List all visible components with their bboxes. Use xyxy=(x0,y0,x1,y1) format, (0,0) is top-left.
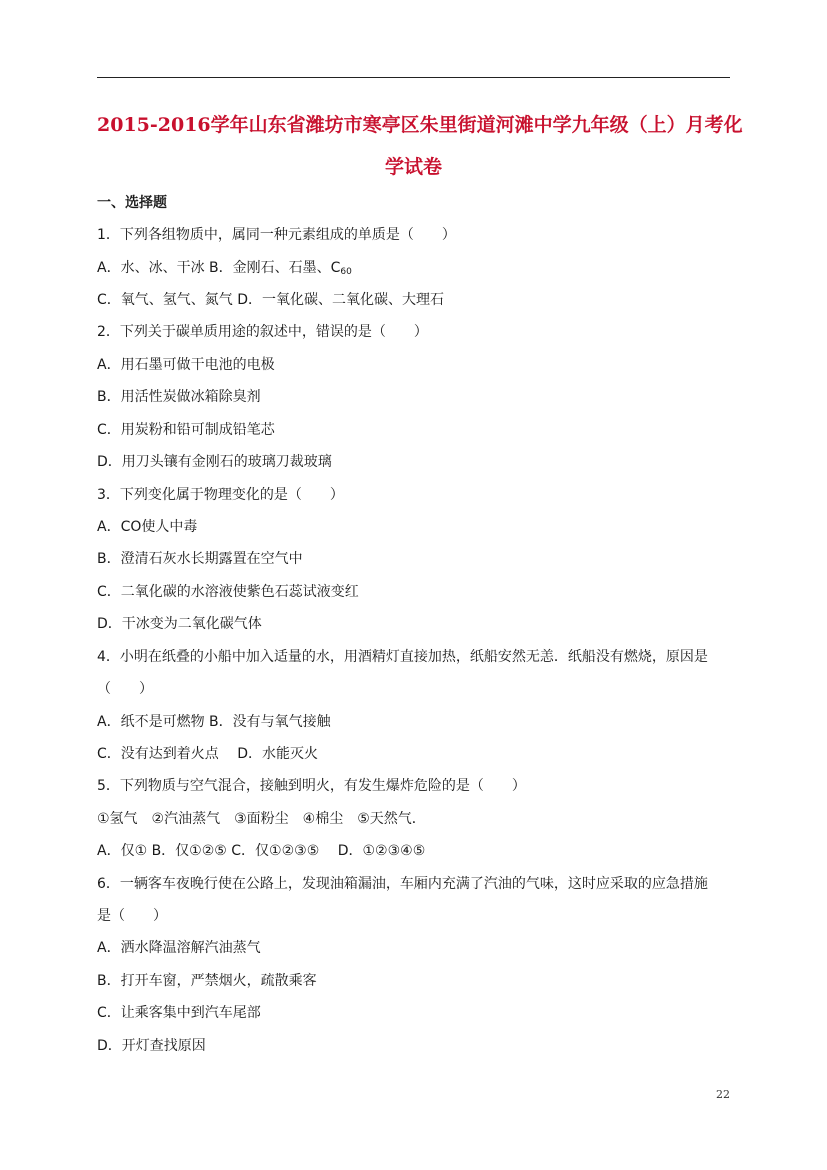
question-2-option-c: C．用炭粉和铅可制成铅笔芯 xyxy=(97,422,275,438)
question-2-option-d: D．用刀头镶有金刚石的玻璃刀裁玻璃 xyxy=(97,454,332,470)
question-2: 2．下列关于碳单质用途的叙述中，错误的是（ ） xyxy=(97,324,428,340)
section-heading: 一、选择题 xyxy=(97,195,167,211)
c60-subscript: 60 xyxy=(340,267,352,277)
question-6-option-a: A．洒水降温溶解汽油蒸气 xyxy=(97,940,261,956)
question-1: 1．下列各组物质中，属同一种元素组成的单质是（ ） xyxy=(97,227,456,243)
document-title-line-1: 2015-2016学年山东省潍坊市寒亭区朱里街道河滩中学九年级（上）月考化 xyxy=(97,114,743,136)
question-5-items: ①氢气 ②汽油蒸气 ③面粉尘 ④棉尘 ⑤天然气． xyxy=(97,811,426,827)
question-6-option-c: C．让乘客集中到汽车尾部 xyxy=(97,1005,261,1021)
question-5-options: A．仅① B．仅①②⑤ C．仅①②③⑤ D．①②③④⑤ xyxy=(97,843,426,859)
question-2-option-b: B．用活性炭做冰箱除臭剂 xyxy=(97,389,261,405)
question-4-options-cd: C．没有达到着火点 D．水能灭火 xyxy=(97,746,319,762)
question-4-continued: （ ） xyxy=(97,681,153,697)
question-1-options-cd: C．氧气、氢气、氮气 D．一氧化碳、二氧化碳、大理石 xyxy=(97,292,445,308)
question-2-option-a: A．用石墨可做干电池的电极 xyxy=(97,357,275,373)
page-number: 22 xyxy=(716,1088,730,1101)
question-6-continued: 是（ ） xyxy=(97,908,167,924)
question-3: 3．下列变化属于物理变化的是（ ） xyxy=(97,487,344,503)
question-3-option-a: A．CO使人中毒 xyxy=(97,519,198,535)
question-6-option-b: B．打开车窗，严禁烟火，疏散乘客 xyxy=(97,973,317,989)
question-5: 5．下列物质与空气混合，接触到明火，有发生爆炸危险的是（ ） xyxy=(97,778,526,794)
question-3-option-b: B．澄清石灰水长期露置在空气中 xyxy=(97,551,303,567)
question-6-option-d: D．开灯查找原因 xyxy=(97,1038,206,1054)
question-1-options-ab xyxy=(97,259,352,281)
document-title-line-2: 学试卷 xyxy=(384,156,442,178)
question-4-options-ab: A．纸不是可燃物 B．没有与氧气接触 xyxy=(97,714,331,730)
question-3-option-d: D．干冰变为二氧化碳气体 xyxy=(97,616,262,632)
question-3-option-c: C．二氧化碳的水溶液使紫色石蕊试液变红 xyxy=(97,584,359,600)
question-4: 4．小明在纸叠的小船中加入适量的水，用酒精灯直接加热，纸船安然无恙．纸船没有燃烧，原因是 xyxy=(97,649,708,665)
question-6: 6．一辆客车夜晚行使在公路上，发现油箱漏油，车厢内充满了汽油的气味，这时应采取的应急措施 xyxy=(97,876,708,892)
header-rule xyxy=(97,77,730,78)
option-text: A．水、冰、干冰 B．金刚石、石墨、C xyxy=(97,260,341,276)
